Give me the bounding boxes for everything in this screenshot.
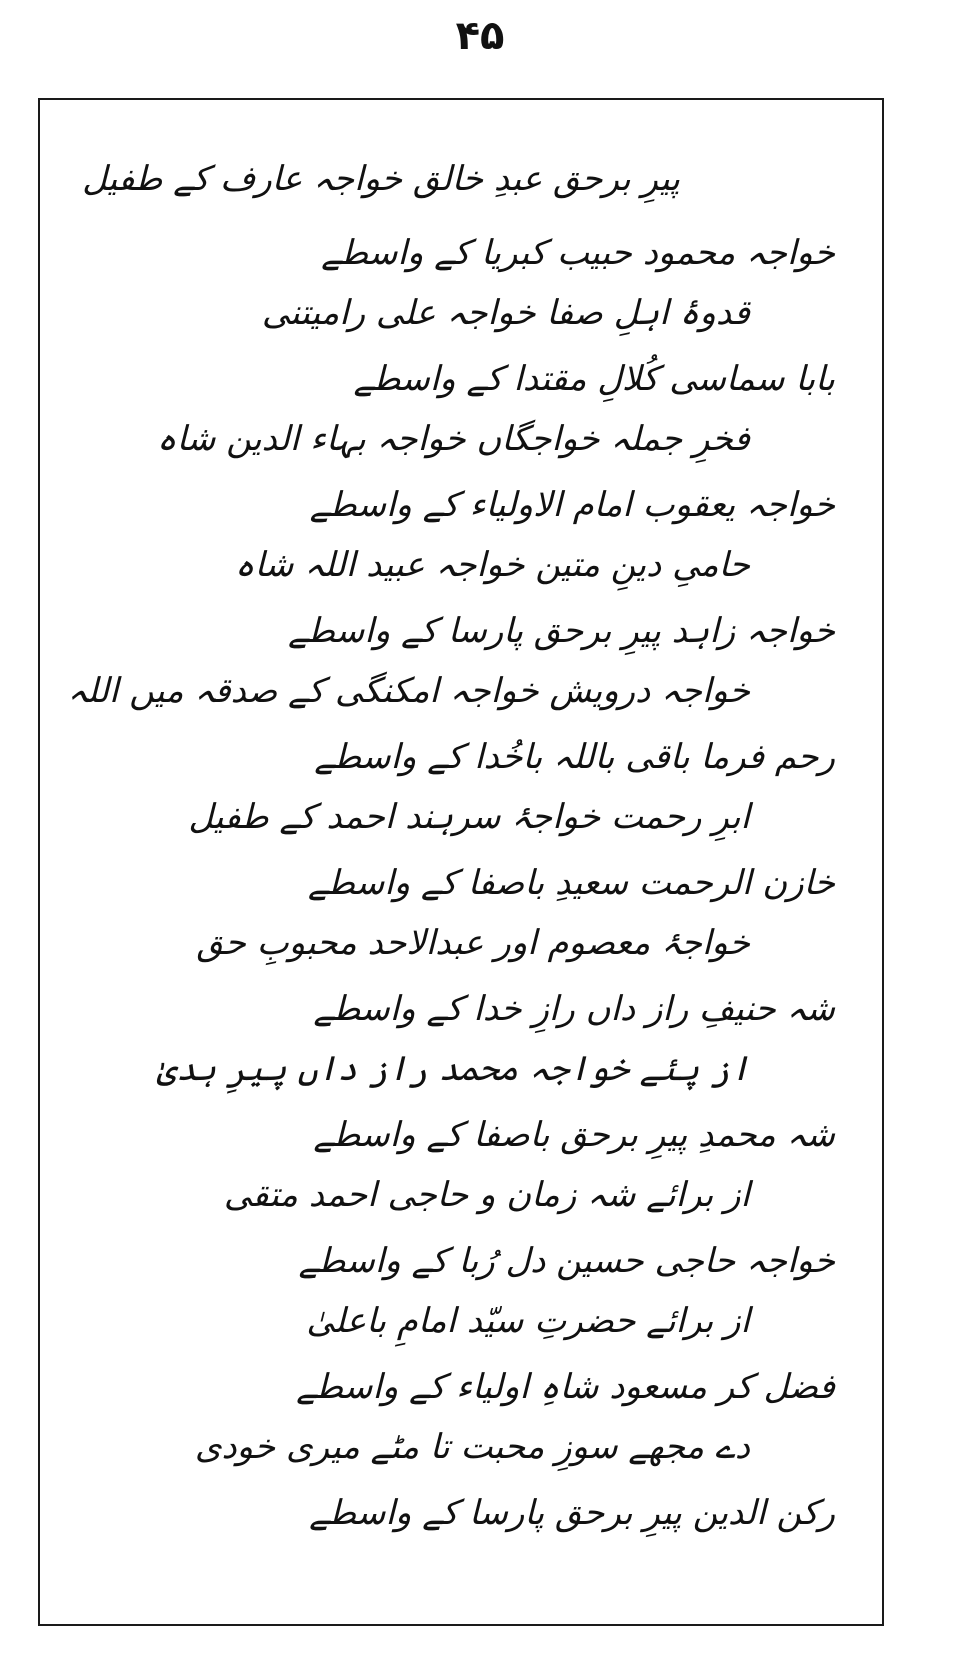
verse-line-4: بابا سماسی کُلالِ مقتدا کے واسطے: [353, 359, 835, 399]
verse-line-1: پیرِ برحق عبدِ خالق خواجہ عارف کے طفیل: [82, 159, 680, 199]
verse-line-7: حامیِ دینِ متین خواجہ عبید اللہ شاہ: [234, 545, 750, 585]
verse-line-12: خازن الرحمت سعیدِ باصفا کے واسطے: [308, 863, 835, 903]
verse-line-14: شہ حنیفِ راز داں رازِ خدا کے واسطے: [313, 989, 835, 1029]
verse-line-20: فضل کر مسعود شاہِ اولیاء کے واسطے: [296, 1367, 835, 1407]
verse-line-5: فخرِ جملہ خواجگاں خواجہ بہاء الدین شاہ: [156, 419, 750, 459]
verse-line-21: دے مجھے سوزِ محبت تا مٹے میری خودی: [194, 1427, 750, 1467]
verse-line-8: خواجہ زاہد پیرِ برحق پارسا کے واسطے: [288, 611, 835, 651]
verse-line-9: خواجہ درویش خواجہ امکنگی کے صدقہ میں اللہ: [67, 671, 750, 711]
verse-line-3: قدوۂ اہلِ صفا خواجہ علی رامیتنی: [261, 293, 750, 333]
verse-line-11: ابرِ رحمت خواجۂ سرہند احمد کے طفیل: [188, 797, 750, 837]
verse-line-19: از برائے حضرتِ سیّد امامِ باعلیٰ: [306, 1301, 750, 1341]
verse-line-18: خواجہ حاجی حسین دل رُبا کے واسطے: [298, 1241, 835, 1281]
verse-line-16: شہ محمدِ پیرِ برحق باصفا کے واسطے: [313, 1115, 835, 1155]
verse-line-6: خواجہ یعقوب امام الاولیاء کے واسطے: [309, 485, 835, 525]
verse-line-10: رحم فرما باقی باللہ باخُدا کے واسطے: [314, 737, 835, 777]
verse-line-2: خواجہ محمود حبیب کبریا کے واسطے: [321, 233, 835, 273]
verse-line-13: خواجۂ معصوم اور عبدالاحد محبوبِ حق: [196, 923, 750, 963]
verse-line-17: از برائے شہ زمان و حاجی احمد متقی: [223, 1175, 750, 1215]
page-number: ۴۵: [455, 13, 505, 59]
verse-line-22: رکن الدین پیرِ برحق پارسا کے واسطے: [309, 1493, 835, 1533]
verse-line-15: از پئے خواجہ محمد راز داں پیرِ ہدیٰ: [156, 1049, 750, 1089]
